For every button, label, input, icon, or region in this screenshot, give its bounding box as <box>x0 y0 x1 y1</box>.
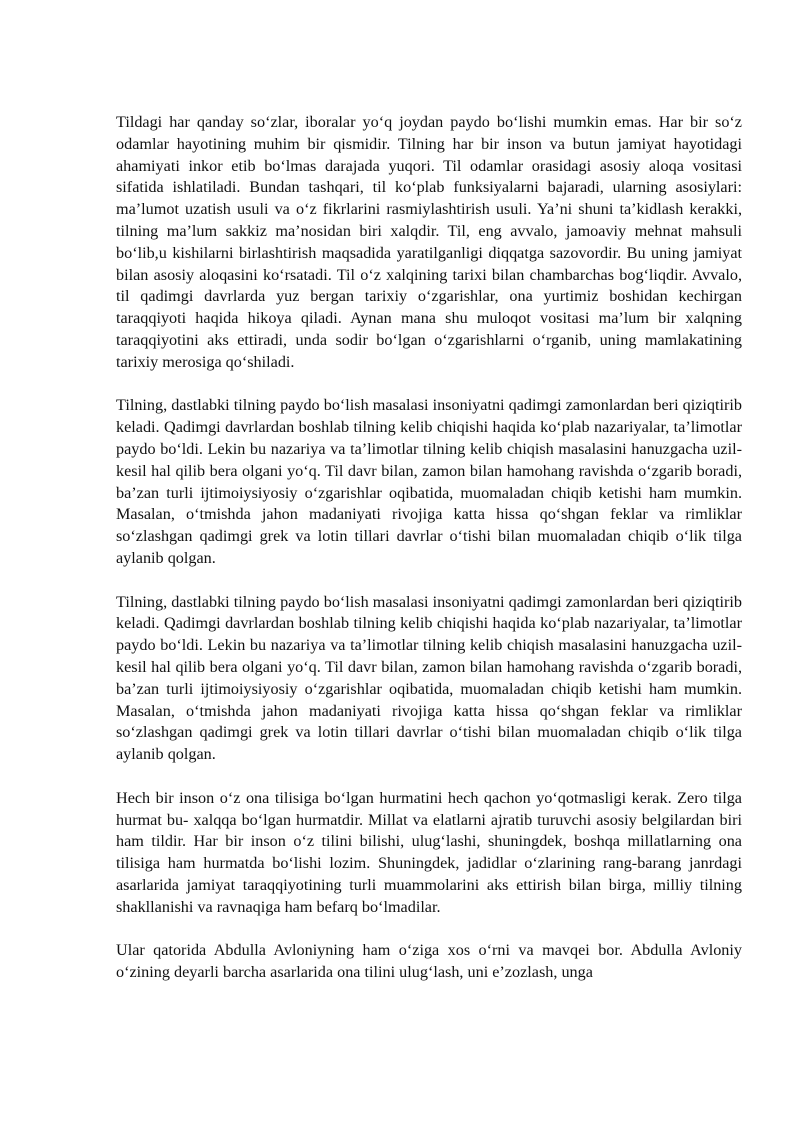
paragraph-2: Tilning, dastlabki tilning paydo bo‘lish masalasi insoniyatni qadimgi zamonlardan beri qiziqtirib keladi. Qadimgi davrlardan boshlab tilning kelib chiqishi haqida ko‘plab nazariyalar, ta’limotlar paydo bo‘ldi. Lekin bu nazariya va ta’limotlar tilning kelib chiqish masalasini hanuzgacha uzil-kesil hal qilib bera olgani yo‘q. Til davr bilan, zamon bilan hamohang ravishda o‘zgarib boradi, ba’zan turli ijtimoiysiyosiy o‘zgarishlar oqibatida, muomaladan chiqib ketishi ham mumkin. Masalan, o‘tmishda jahon madaniyati rivojiga katta hissa qo‘shgan feklar va rimliklar so‘zlashgan qadimgi grek va lotin tillari davrlar o‘tishi bilan muomaladan chiqib o‘lik tilga aylanib qolgan. <box>116 396 742 567</box>
paragraph-1: Tildagi har qanday so‘zlar, iboralar yo‘q joydan paydo bo‘lishi mumkin emas. Har bir so‘z odamlar hayotining muhim bir qismidir. Tilning har bir inson va butun jamiyat hayotidagi ahamiyati inkor etib bo‘lmas darajada yuqori. Til odamlar orasidagi asosiy aloqa vositasi sifatida ishlatiladi. Bundan tashqari, til ko‘plab funksiyalarni bajaradi, ularning asosiylari: ma’lumot uzatish usuli va o‘z fikrlarini rasmiylashtirish usuli. Ya’ni shuni ta’kidlash kerakki, tilning ma’lum sakkiz ma’nosidan biri xalqdir. Til, eng avvalo, jamoaviy mehnat mahsuli bo‘lib,u kishilarni birlashtirish maqsadida yaratilganligi diqqatga sazovordir. Bu uning jamiyat bilan asosiy aloqasini ko‘rsatadi. Til o‘z xalqining tarixi bilan chambarchas bog‘liqdir. Avvalo, til qadimgi davrlarda yuz bergan tarixiy o‘zgarishlar, ona yurtimiz boshidan kechirgan taraqqiyoti haqida hikoya qiladi. Aynan mana shu muloqot vositasi ma’lum bir xalqning taraqqiyotini aks ettiradi, unda sodir bo‘lgan o‘zgarishlarni o‘rganib, uning mamlakatining tarixiy merosiga qo‘shiladi. <box>116 113 742 371</box>
document-page <box>116 112 742 984</box>
paragraph-5: Ular qatorida Abdulla Avloniyning ham o‘ziga xos o‘rni va mavqei bor. Abdulla Avloniy o‘zining deyarli barcha asarlarida ona tilini ulug‘lash, uni e’zozlash, unga <box>116 941 742 982</box>
paragraph-3: Tilning, dastlabki tilning paydo bo‘lish masalasi insoniyatni qadimgi zamonlardan beri qiziqtirib keladi. Qadimgi davrlardan boshlab tilning kelib chiqishi haqida ko‘plab nazariyalar, ta’limotlar paydo bo‘ldi. Lekin bu nazariya va ta’limotlar tilning kelib chiqish masalasini hanuzgacha uzil-kesil hal qilib bera olgani yo‘q. Til davr bilan, zamon bilan hamohang ravishda o‘zgarib boradi, ba’zan turli ijtimoiysiyosiy o‘zgarishlar oqibatida, muomaladan chiqib ketishi ham mumkin. Masalan, o‘tmishda jahon madaniyati rivojiga katta hissa qo‘shgan feklar va rimliklar so‘zlashgan qadimgi grek va lotin tillari davrlar o‘tishi bilan muomaladan chiqib o‘lik tilga aylanib qolgan. <box>116 592 742 764</box>
paragraph-4: Hech bir inson o‘z ona tilisiga bo‘lgan hurmatini hech qachon yo‘qotmasligi kerak. Zero tilga hurmat bu- xalqqa bo‘lgan hurmatdir. Millat va elatlarni ajratib turuvchi asosiy belgilardan biri ham tildir. Har bir inson o‘z tilini bilishi, ulug‘lashi, shuningdek, boshqa millatlarning ona tilisiga ham hurmatda bo‘lishi lozim. Shuningdek, jadidlar o‘zlarining rang-barang janrdagi asarlarida jamiyat taraqqiyotining turli muammolarini aks ettirish bilan birga, milliy tilning shakllanishi va ravnaqiga ham befarq bo‘lmadilar. <box>116 788 742 916</box>
